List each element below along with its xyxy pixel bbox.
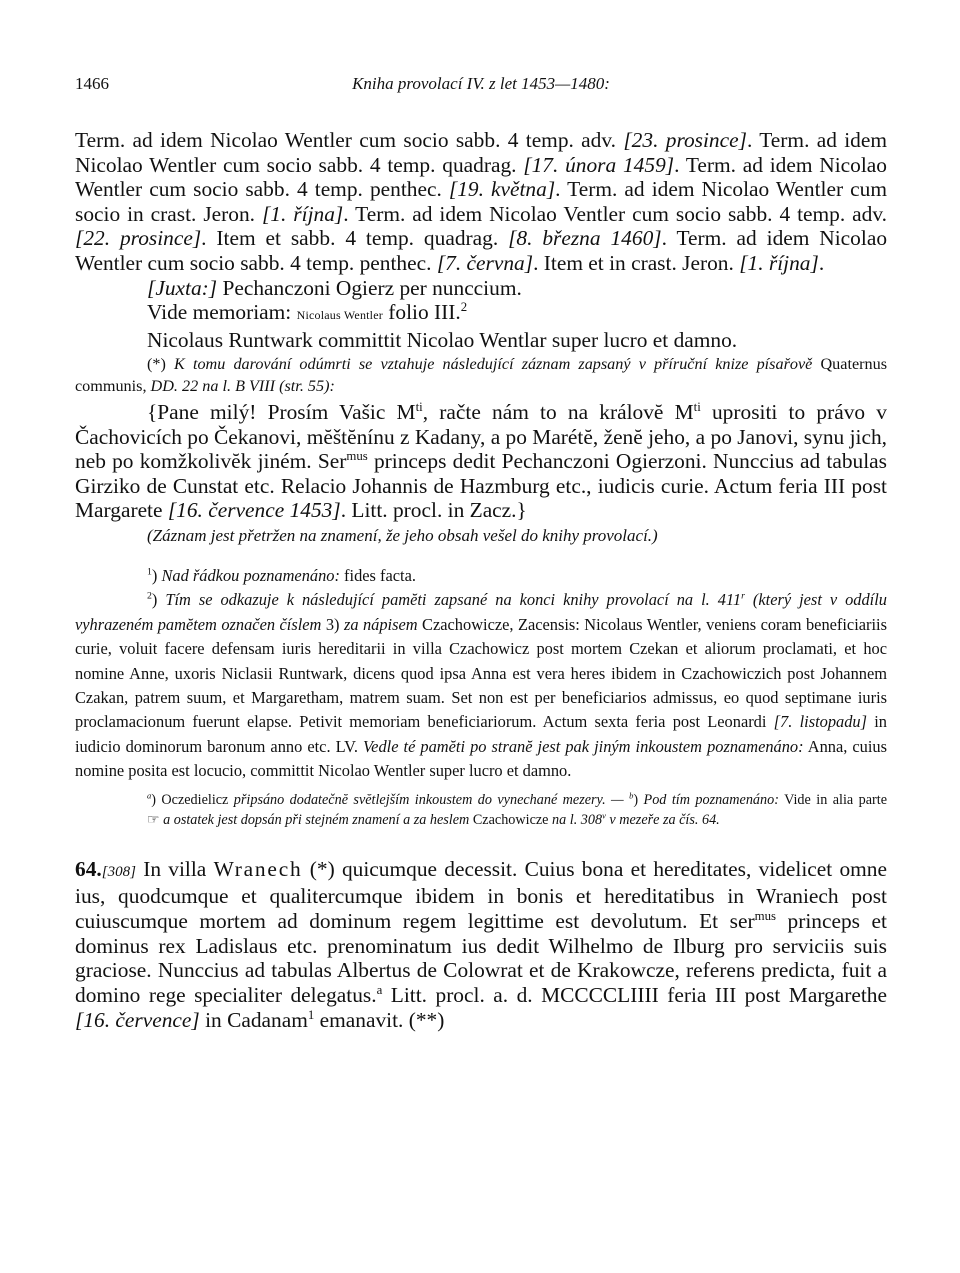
czech-record: {Pane milý! Prosím Vašic $M^{ti}$, račte nám to na královĕ $M^{ti}$ uprositi to právo v Čachovicích po Čekanovi, mĕštĕnínu z Kadany, a po Marétĕ, ženĕ jeho, a po Janovi, synu jich, neb po komžkolivĕk jiném. Ser$^{mus}$ princeps dedit Pechanczoni Ogierzoni. Nunccius ad tabulas Girziko de Cunstat etc. Relacio Johannis de Hazmburg etc., iudicis curie. Actum feria III post Margarete [16. července 1453]. Litt. procl. in Zacz.}: [75, 399, 887, 523]
pointing-hand-icon: ☞: [147, 812, 160, 828]
runtwark-line: Nicolaus Runtwark committit Nicolao Wentlar super lucro et damno.: [147, 327, 738, 352]
page-number: 1466: [75, 74, 109, 93]
footnote-1: $^1$) Nad řádkou poznamenáno: fides facta.: [147, 565, 416, 585]
page-header: [75, 74, 887, 104]
juxta-line: [Juxta:] Pechanczoni Ogierz per nunccium.: [147, 275, 522, 300]
footnote-2: $^2$) Tím se odkazuje k následující pamĕti zapsané na konci knihy provolací na l. 411$^r$ (který jest v oddílu vyhrazeném pamĕtem označen číslem 3) za nápisem Czachowicze, Zacensis: Nicolaus Wentler, veniens coram beneficiariis curie, voluit facere defensam iuris hereditarii in villa Czachowicz post mortem Czekan et aliorum proclamati, et hoc nomine Anne, uxoris Niclasii Runtwark, dicens quod ipsa Anna est vera heres ibidem in Czachowiczich post Johannem Czakan, patrem suum, et Margaretham, matrem suam. Set non est per beneficiarios admissus, eo quod septimane iuris proclamacionum fuerunt elapse. Petivit memoriam beneficiariorum. Actum sexta feria post Leonardi [7. listopadu] in iudicio dominorum baronum anno etc. LV. Vedle té pamĕti po stranĕ jest pak jiným inkoustem poznamenáno: Anna, cuius nomine posita est locucio, committit Nicolao Wentler super lucro et damno.: [75, 590, 887, 781]
vide-line: Vide memoriam: Nicolaus Wentler folio III.$^2$: [147, 300, 468, 325]
variant-notes: $^a$) Oczedielicz připsáno dodatečnĕ svĕtlejším inkoustem do vynechané mezery. — $^b$) Pod tím poznamenáno: Vide in alia parte ☞ a ostatek jest dopsán při stejném znamení a za heslem Czachowicze na l. 308$^v$ v mezeře za čís. 64.: [75, 790, 887, 831]
main-text: [75, 128, 887, 352]
closing-note: (Záznam jest přetržen na znamení, že jeho obsah vešel do knihy provolací.): [147, 525, 658, 545]
entry-folio-ref: [308]: [101, 863, 136, 880]
star-note: (*) K tomu darování odúmrti se vztahuje následující záznam zapsaný v příruční knize písařově Quaternus communis, DD. 22 na l. B VIII (str. 55):: [75, 355, 888, 396]
running-title: Kniha provolací IV. z let 1453—1480:: [352, 74, 610, 93]
entry-64: 64.[308] In villa Wranech (*) quicumque decessit. Cuius bona et hereditates, videlicet omne ius, quodcumque et qualitercumque ibidem in bonis et hereditatibus in Wraniech post cuiuscumque mortem ad dominum regem legittime est devolutum. Et ser$^{mus}$ princeps et dominus rex Ladislaus etc. prenominatum ius dedit Wilhelmo de Ilburg pro serviciis suis graciose. Nunccius ad tabulas Albertus de Colowrat et de Krakowcze, referens predicta, fuit a domino rege specialiter delegatus.$^a$ Litt. procl. a. d. MCCCCLIIII feria III post Margarethe [16. července] in Cadanam$^1$ emanavit. (**): [75, 856, 888, 1032]
book-page: [75, 74, 887, 1032]
entry-number: 64.: [75, 856, 102, 881]
footnotes: [75, 564, 887, 784]
terms-paragraph: Term. ad idem Nicolao Wentler cum socio sabb. 4 temp. adv. [23. prosince]. Term. ad idem Nicolao Wentler cum socio sabb. 4 temp. quadrag. [17. února 1459]. Term. ad idem Nicolao Wentler cum socio sabb. 4 temp. penthec. [19. května]. Term. ad idem Nicolao Wentler cum socio in crast. Jeron. [1. října]. Term. ad idem Nicolao Ventler cum socio sabb. 4 temp. adv. [22. prosince]. Item et sabb. 4 temp. quadrag. [8. března 1460]. Term. ad idem Nicolao Wentler cum socio sabb. 4 temp. penthec. [7. června]. Item et in crast. Jeron. [1. října].: [75, 128, 888, 275]
